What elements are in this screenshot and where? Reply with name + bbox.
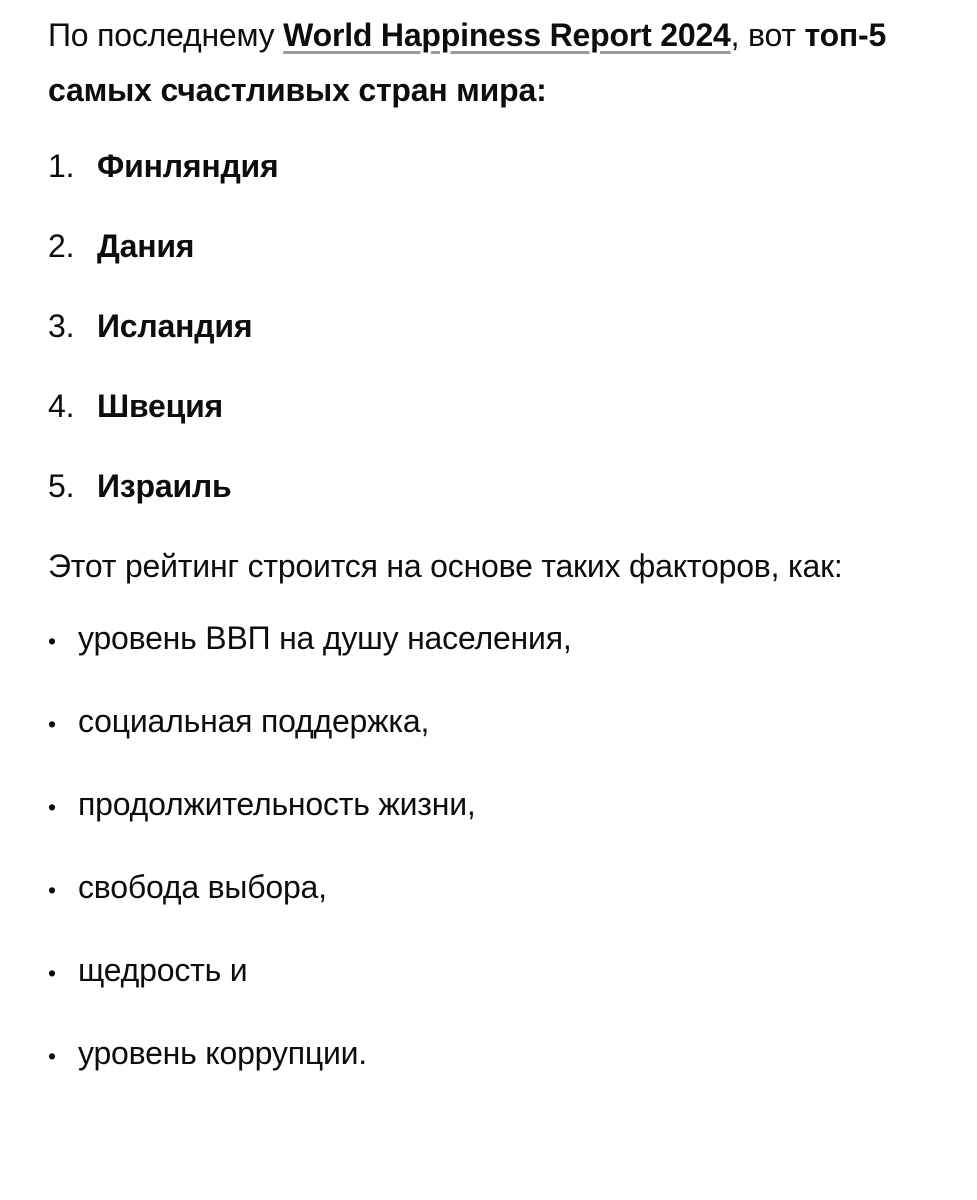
rank-number: 5.	[48, 468, 75, 504]
top5-countries-list	[48, 139, 929, 514]
country-name: Швеция	[97, 388, 224, 424]
intro-mid-text: , вот	[730, 17, 805, 53]
country-name: Исландия	[97, 308, 253, 344]
bullet-icon: •	[48, 711, 56, 737]
factor-text: продолжительность жизни,	[78, 786, 476, 822]
world-happiness-report-link[interactable]: World Happiness Report 2024	[283, 17, 731, 53]
country-name: Финляндия	[97, 148, 279, 184]
factor-text: уровень коррупции.	[78, 1035, 367, 1071]
bullet-icon: •	[48, 794, 56, 820]
factors-intro-paragraph: Этот рейтинг строится на основе таких факторов, как:	[48, 548, 843, 584]
rank-number: 2.	[48, 228, 75, 264]
intro-bold-text: топ-5 самых счастливых стран мира:	[48, 17, 887, 108]
factor-text: щедрость и	[78, 952, 248, 988]
rank-number: 4.	[48, 388, 75, 424]
list-item	[48, 777, 929, 835]
intro-paragraph	[48, 8, 929, 118]
list-item	[48, 1026, 929, 1084]
bullet-icon: •	[48, 1043, 56, 1069]
list-item	[48, 379, 929, 434]
list-item	[48, 219, 929, 274]
factor-text: социальная поддержка,	[78, 703, 430, 739]
factor-text: уровень ВВП на душу населения,	[78, 620, 572, 656]
rank-number: 3.	[48, 308, 75, 344]
list-item	[48, 943, 929, 1001]
list-item	[48, 139, 929, 194]
factors-list	[48, 611, 929, 1084]
bullet-icon: •	[48, 628, 56, 654]
list-item	[48, 694, 929, 752]
list-item	[48, 459, 929, 514]
country-name: Израиль	[97, 468, 232, 504]
factor-text: свобода выбора,	[78, 869, 327, 905]
list-item	[48, 611, 929, 669]
list-item	[48, 299, 929, 354]
list-item	[48, 860, 929, 918]
bullet-icon: •	[48, 877, 56, 903]
country-name: Дания	[97, 228, 195, 264]
bullet-icon: •	[48, 960, 56, 986]
rank-number: 1.	[48, 148, 75, 184]
intro-prefix-text: По последнему	[48, 17, 284, 53]
